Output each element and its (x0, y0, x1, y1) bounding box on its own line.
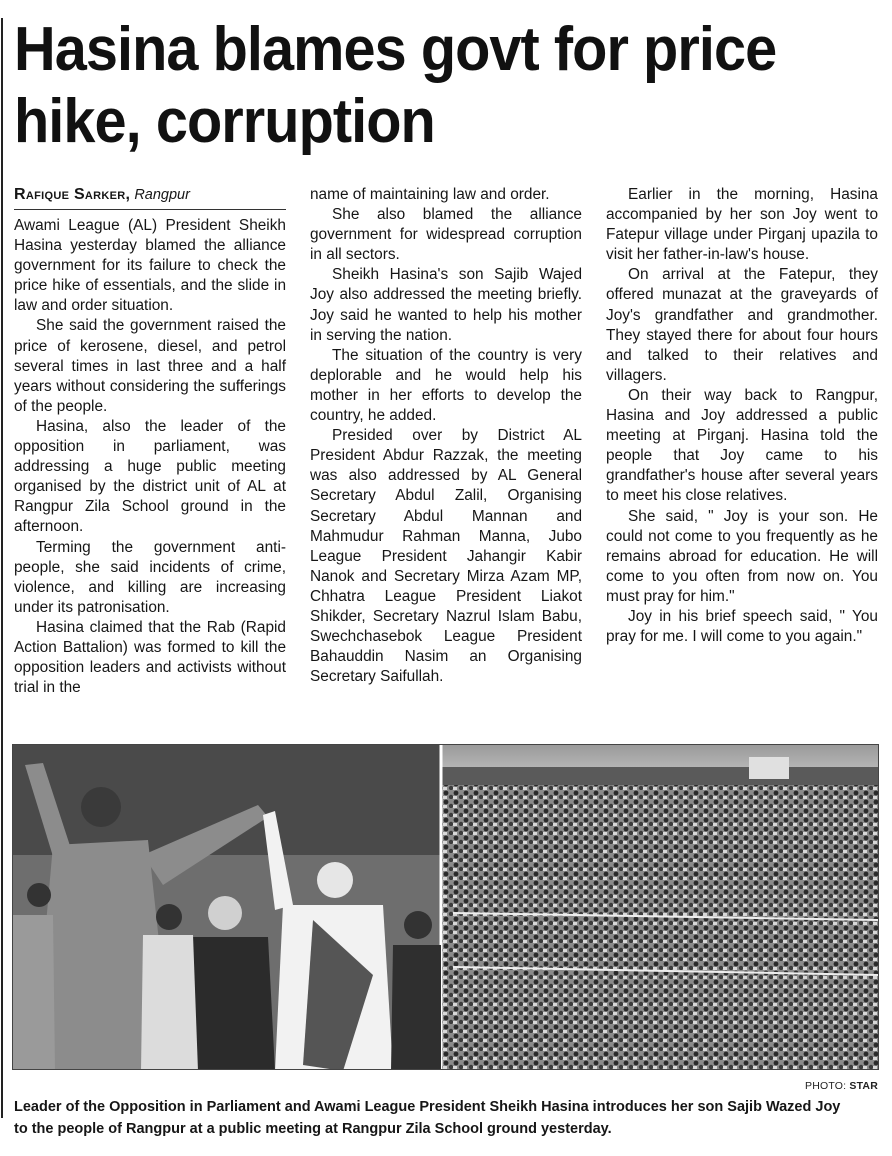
headline: Hasina blames govt for price hike, corruption (14, 15, 777, 156)
paragraph: Awami League (AL) President Sheikh Hasina yesterday blamed the alliance government for its failure to check the price hike of essentials, and the slide in law and order situation. (14, 217, 286, 315)
paragraph: Hasina claimed that the Rab (Rapid Action Battalion) was formed to kill the opposition leaders and activists without trial in the (14, 618, 286, 697)
paragraph: On their way back to Rangpur, Hasina and Joy addressed a public meeting at Pirganj. Hasina told the people that Joy came to his grandfather's house after several years to meet his close relatives. (606, 386, 878, 505)
photo-illustration (13, 745, 879, 1070)
paragraph: name of maintaining law and order. (310, 186, 550, 203)
crowd (441, 785, 879, 1070)
byline-author: Rafique Sarker, (14, 186, 131, 203)
paragraph: On arrival at the Fatepur, they offered munazat at the graveyards of Joy's grandfather and grandmother. They stayed there for about four hours and talked to their relatives and villagers. (606, 266, 878, 384)
byline-rule (14, 209, 286, 210)
article-column-1 (14, 185, 286, 698)
article-column-3 (606, 185, 878, 647)
paragraph: The situation of the country is very deplorable and he would help his mother in her efforts to develop the country, he added. (310, 346, 582, 425)
paragraph: Earlier in the morning, Hasina accompanied by her son Joy went to Fatepur village under Pirganj upazila to visit her father-in-law's house. (606, 186, 878, 264)
paragraph: She said the government raised the price of kerosene, diesel, and petrol several times in last three and a half years without considering the sufferings of the people. (14, 317, 286, 415)
paragraph: Presided over by District AL President Abdur Razzak, the meeting was also addressed by AL General Secretary Abdul Zalil, Organising Secretary Abdul Mannan and Mahmudur Rahman Manna, Jubo League President Jahangir Kabir Nanok and Secretary Mirza Azam MP, Chhatra League President Liakot Shikder, Secretary Nazrul Islam Babu, Swechchasebok League President Bahauddin Nasim an Organising Secretary Saifullah. (310, 427, 582, 686)
building (749, 757, 789, 779)
article-column-2 (310, 185, 582, 687)
paragraph: She also blamed the alliance government for widespread corruption in all sectors. (310, 206, 582, 264)
photo-credit (805, 1080, 878, 1092)
photo-caption: Leader of the Opposition in Parliament and Awami League President Sheikh Hasina introduces her son Sajib Wazed Joy to the people of Rangpur at a public meeting at Rangpur Zila School ground yesterday. (14, 1098, 841, 1137)
trees (441, 767, 879, 787)
paragraph: She said, " Joy is your son. He could not come to you frequently as he remains abroad for education. He will come to you often from now on. You must pray for him." (606, 507, 878, 605)
paragraph: Terming the government anti-people, she said incidents of crime, violence, and killing are increasing under its patronisation. (14, 538, 286, 616)
news-photo (12, 744, 879, 1070)
page-left-rule (1, 18, 3, 1118)
photo-credit-source: STAR (849, 1080, 878, 1092)
byline (14, 185, 286, 207)
paragraph: Hasina, also the leader of the opposition in parliament, was addressing a huge public meeting organised by the district unit of AL at Rangpur Zila School ground in the afternoon. (14, 417, 286, 536)
paragraph: Joy in his brief speech said, " You pray for me. I will come to you again." (606, 607, 878, 646)
paragraph: Sheikh Hasina's son Sajib Wajed Joy also addressed the meeting briefly. Joy said he wanted to help his mother in serving the nation. (310, 266, 582, 344)
photo-credit-label: PHOTO: (805, 1080, 847, 1092)
byline-place: Rangpur (134, 187, 190, 203)
